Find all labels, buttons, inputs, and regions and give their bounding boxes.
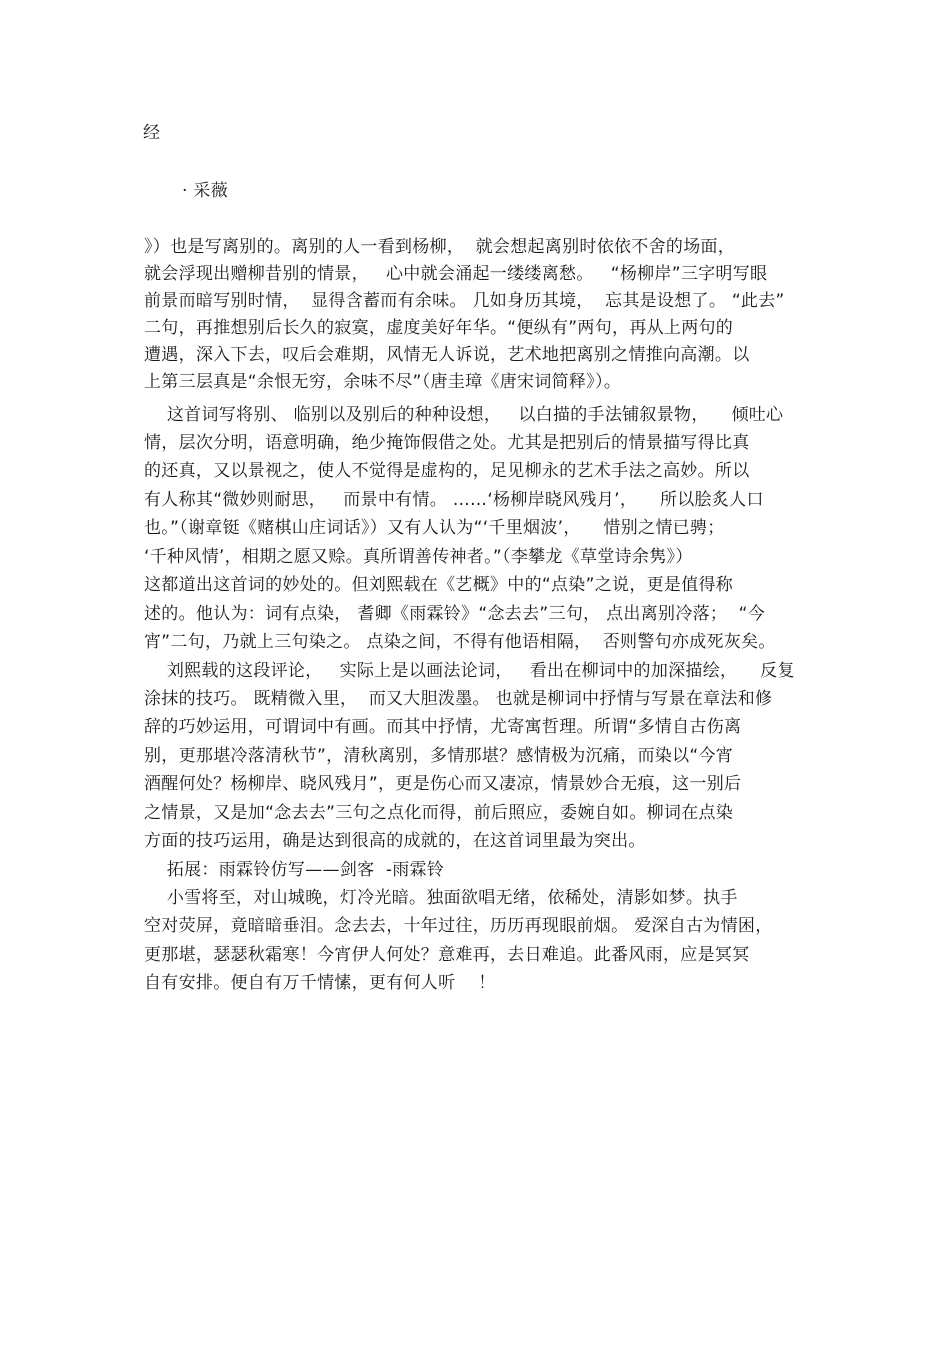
text-line: 这都道出这首词的妙处的。但刘熙载在《艺概》中的“点染”之说，更是值得称 [144, 575, 734, 595]
text-line: 遭遇，深入下去，叹后会难期，风情无人诉说，艺术地把离别之情推向高潮。以 [144, 345, 750, 365]
text-line: 之情景，又是加“念去去”三句之点化而得，前后照应，委婉自如。柳词在点染 [144, 803, 734, 823]
text-line: 拓展：雨霖铃仿写——剑客 -雨霖铃 [144, 860, 445, 880]
text-line: 自有安排。便自有万千情愫，更有何人听 ！ [144, 973, 496, 993]
text-line: 情，层次分明，语意明确，绝少掩饰假借之处。尤其是把别后的情景描写得比真 [144, 433, 750, 453]
text-line: 更那堪，瑟瑟秋霜寒！今宵伊人何处？意难再，去日难追。此番风雨，应是冥冥 [144, 945, 750, 965]
text-line: 辞的巧妙运用，可谓词中有画。而其中抒情，尤寄寓哲理。所谓“多情自古伤离 [144, 717, 742, 737]
text-line: 空对荧屏，竟暗暗垂泪。念去去，十年过往，历历再现眼前烟。 爱深自古为情困， [144, 916, 773, 936]
text-line: 酒醒何处？杨柳岸、晓风残月”，更是伤心而又凄凉，情景妙合无痕，这一别后 [144, 774, 742, 794]
text-line: 述的。他认为：词有点染， 耆卿《雨霖铃》“念去去”三句， 点出离别冷落； “今 [144, 604, 766, 624]
page-heading: 经 [143, 123, 161, 143]
text-line: 的还真，又以景视之，使人不觉得是虚构的，足见柳永的艺术手法之高妙。所以 [144, 461, 750, 481]
text-line: 前景而暗写别时情， 显得含蓄而有余味。 几如身历其境， 忘其是设想了。 “此去” [144, 291, 785, 311]
text-line: 宵”二句，乃就上三句染之。 点染之间，不得有他语相隔， 否则警句亦成死灰矣。 [144, 632, 776, 652]
text-line: 方面的技巧运用，确是达到很高的成就的，在这首词里最为突出。 [144, 831, 646, 851]
text-line: 》）也是写离别的。离别的人一看到杨柳， 就会想起离别时依依不舍的场面， [144, 237, 736, 257]
text-line: 也。”（谢章铤《赌棋山庄词话》）又有人认为“‘千里烟波’， 惜别之情已骋； [144, 518, 725, 538]
text-line: 就会浮现出赠柳昔别的情景， 心中就会涌起一缕缕离愁。 “杨柳岸”三字明写眼 [144, 264, 768, 284]
text-line: 刘熙载的这段评论， 实际上是以画法论词， 看出在柳词中的加深描绘， 反复 [144, 661, 795, 681]
subheading: · 采薇 [182, 181, 229, 201]
text-line: 上第三层真是“余恨无穷，余味不尽”（唐圭璋《唐宋词简释》）。 [144, 372, 622, 392]
text-line: 涂抹的技巧。 既精微入里， 而又大胆泼墨。 也就是柳词中抒情与写景在章法和修 [144, 689, 773, 709]
text-line: ‘千种风情’，相期之愿又赊。真所谓善传神者。”（李攀龙《草堂诗余隽》） [144, 547, 693, 567]
text-line: 别，更那堪冷落清秋节”，清秋离别，多情那堪？感情极为沉痛，而染以“今宵 [144, 746, 734, 766]
text-line: 有人称其“微妙则耐思， 而景中有情。 ……‘杨柳岸晓风残月’， 所以脍炙人口 [144, 490, 764, 510]
text-line: 这首词写将别、 临别以及别后的种种设想， 以白描的手法铺叙景物， 倾吐心 [144, 405, 784, 425]
text-line: 小雪将至，对山城晚，灯冷光暗。独面欲唱无绪，依稀处，清影如梦。执手 [144, 888, 738, 908]
text-line: 二句，再推想别后长久的寂寞，虚度美好年华。“便纵有”两句，再从上两句的 [144, 318, 734, 338]
